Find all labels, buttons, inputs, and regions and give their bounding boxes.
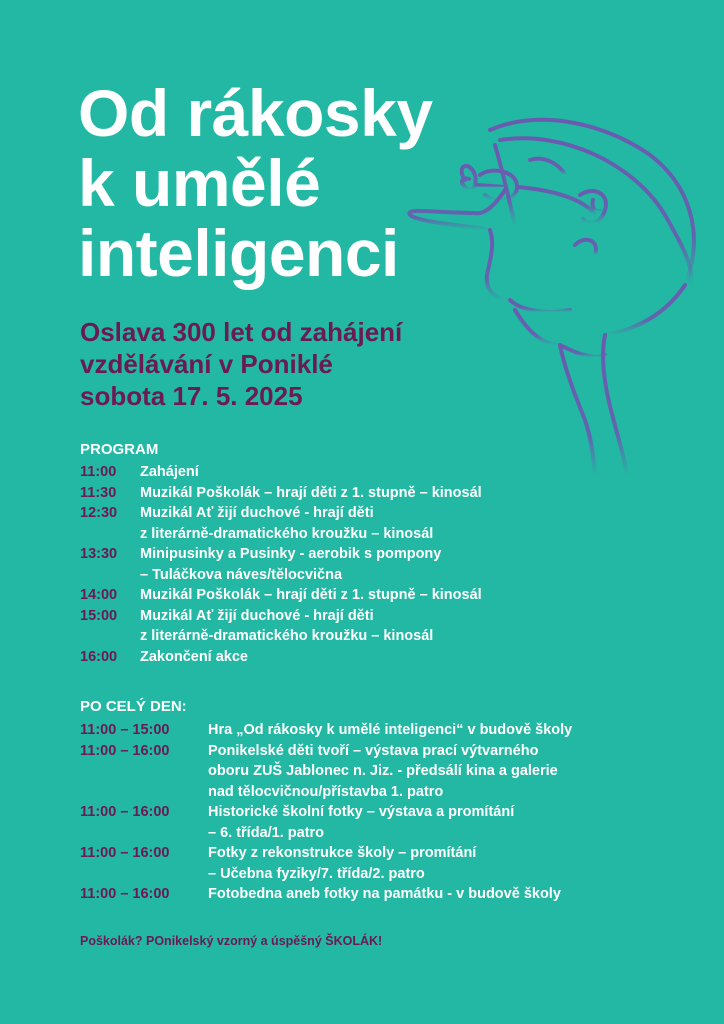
- event-date: sobota 17. 5. 2025: [80, 381, 303, 411]
- allday-item: [80, 884, 700, 905]
- program-item: [80, 483, 680, 504]
- allday-desc: Hra „Od rákosky k umělé inteligenci“ v budově školy: [208, 722, 573, 738]
- program-time: 11:30: [80, 484, 117, 501]
- event-subtitle: [80, 316, 402, 412]
- subtitle-line-1: Oslava 300 let od zahájení: [80, 317, 403, 347]
- program-item: [80, 462, 680, 483]
- allday-time: 11:00 – 15:00: [80, 722, 170, 738]
- program-item: [80, 606, 680, 647]
- allday-item: [80, 741, 700, 803]
- program-time: 15:00: [80, 607, 118, 624]
- title-line-2: k umělé: [78, 146, 321, 220]
- allday-time: 11:00 – 16:00: [80, 886, 170, 902]
- program-item: [80, 647, 680, 668]
- program-time: 11:00: [80, 464, 117, 480]
- program-time: 13:30: [80, 546, 118, 562]
- footer-tagline: Poškolák? POnikelský vzorný a úspěšný ŠKOLÁK!: [80, 934, 383, 948]
- allday-desc: Historické školní fotky – výstava a promítání – 6. třída/1. patro: [208, 804, 515, 841]
- program-time: 14:00: [80, 587, 118, 603]
- program-item: [80, 503, 680, 544]
- program-desc: Muzikál Poškolák – hrají děti z 1. stupně – kinosál: [140, 484, 482, 501]
- program-time: 16:00: [80, 648, 118, 665]
- allday-item: [80, 802, 700, 843]
- program-desc: Zakončení akce: [140, 648, 248, 665]
- program-list: [80, 462, 680, 667]
- title-line-1: Od rákosky: [78, 76, 433, 150]
- page-title: [78, 78, 433, 288]
- allday-heading: PO CELÝ DEN:: [80, 698, 187, 715]
- program-desc: Muzikál Ať žijí duchové - hrají děti z literárně-dramatického kroužku – kinosál: [140, 505, 434, 542]
- allday-desc: Ponikelské děti tvoří – výstava prací výtvarného oboru ZUŠ Jablonec n. Jiz. - předsálí kina a galerie nad tělocvičnou/přístavba 1. patro: [208, 742, 558, 800]
- allday-item: [80, 843, 700, 884]
- allday-time: 11:00 – 16:00: [80, 845, 170, 861]
- line-art-head-icon: [395, 95, 715, 475]
- allday-desc: Fotky z rekonstrukce školy – promítání – Učebna fyziky/7. třída/2. patro: [208, 845, 477, 882]
- program-desc: Zahájení: [140, 464, 199, 480]
- program-desc: Minipusinky a Pusinky - aerobik s pompony – Tuláčkova náves/tělocvična: [140, 546, 442, 583]
- program-item: [80, 585, 680, 606]
- allday-item: [80, 720, 700, 741]
- subtitle-line-2: vzdělávání v Poniklé: [80, 349, 333, 379]
- program-heading: PROGRAM: [80, 441, 159, 458]
- allday-list: [80, 720, 700, 905]
- allday-time: 11:00 – 16:00: [80, 804, 170, 820]
- program-desc: Muzikál Poškolák – hrají děti z 1. stupně – kinosál: [140, 587, 482, 603]
- program-desc: Muzikál Ať žijí duchové - hrají děti z literárně-dramatického kroužku – kinosál: [140, 607, 434, 644]
- allday-desc: Fotobedna aneb fotky na památku - v budově školy: [208, 886, 561, 902]
- program-time: 12:30: [80, 505, 118, 521]
- allday-time: 11:00 – 16:00: [80, 742, 170, 759]
- title-line-3: inteligenci: [78, 216, 399, 290]
- program-item: [80, 544, 680, 585]
